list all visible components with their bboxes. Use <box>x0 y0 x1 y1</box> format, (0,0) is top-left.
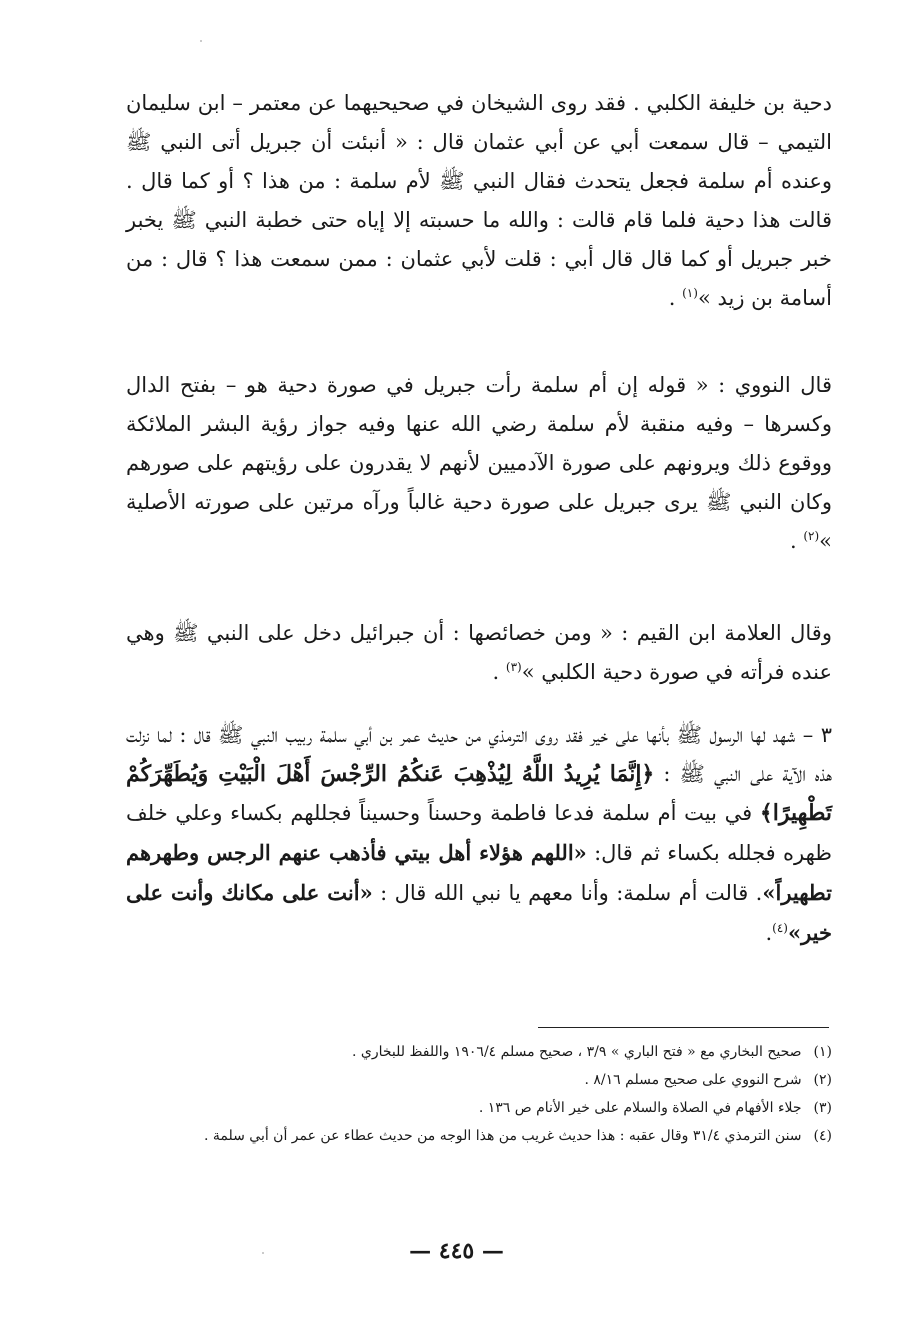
hadith-quote-1: «اللهم هؤلاء أهل بيتي فأذهب عنهم الرجس وطهرهم تطهيراً» <box>126 840 832 905</box>
footnote-divider <box>538 1027 829 1028</box>
scan-speck <box>200 40 202 42</box>
footnote-text: جلاء الأفهام في الصلاة والسلام على خير الأنام ص ١٣٦ . <box>478 1100 802 1116</box>
page-number: — ٤٤٥ — <box>409 1238 504 1264</box>
footnote-text: صحيح البخاري مع « فتح الباري » ٣/٩ ، صحيح مسلم ١٩٠٦/٤ واللفظ للبخاري . <box>351 1044 802 1060</box>
footnote-number: (١) <box>813 1044 832 1060</box>
paragraph-4 <box>126 716 832 953</box>
hadith-quote-2: «أنت على مكانك وأنت على خير» <box>126 880 832 945</box>
footnote-text: سنن الترمذي ٣١/٤ وقال عقبه : هذا حديث غريب من هذا الوجه من حديث عطاء عن عمر أن أبي سلمة . <box>203 1128 802 1144</box>
paragraph-3-end: . <box>492 660 506 684</box>
footnote-number: (٤) <box>813 1128 832 1144</box>
footnotes-section <box>140 1040 832 1152</box>
paragraph-2-text: قال النووي : « قوله إن أم سلمة رأت جبريل في صورة دحية هو – بفتح الدال وكسرها – وفيه منقبة لأم سلمة رضي الله عنها وفيه جواز رؤية البشر الملائكة ووقوع ذلك ويرونهم على صورة الآدميين لأنهم لا يقدرون على رؤيتهم على صورهم وكان النبي ﷺ يرى جبريل على صورة دحية غالباً ورآه مرتين على صورته الأصلية » <box>126 373 832 553</box>
paragraph-2-end: . <box>789 529 804 553</box>
quran-verse: ﴿إِنَّمَا يُرِيدُ اللَّهُ لِيُذْهِبَ عَنكُمُ الرِّجْسَ أَهْلَ الْبَيْتِ وَيُطَهِّرَكُمْ تَطْهِيرًا﴾ <box>126 761 832 826</box>
footnote-ref-4: (٤) <box>772 921 788 935</box>
footnote-2 <box>140 1068 832 1092</box>
footnote-ref-3: (٣) <box>505 660 522 674</box>
footnote-number: (٢) <box>813 1072 832 1088</box>
paragraph-3-text: وقال العلامة ابن القيم : « ومن خصائصها : أن جبرائيل دخل على النبي ﷺ وهي عنده فرأته في صورة دحية الكلبي » <box>126 621 832 684</box>
footnote-ref-1: (١) <box>682 286 698 300</box>
paragraph-4-text-a: ٣ – شهد لها الرسول ﷺ بأنها على خير فقد روى الترمذي من حديث عمر بن أبي سلمة ربيب النبي ﷺ قال : لما نزلت هذه الآية على النبي ﷺ : <box>126 723 832 786</box>
paragraph-1-end: . <box>668 286 683 310</box>
footnote-1 <box>140 1040 832 1064</box>
footnote-number: (٣) <box>813 1100 832 1116</box>
paragraph-4-text-c: . قالت أم سلمة: وأنا معهم يا نبي الله قال : <box>372 881 763 905</box>
paragraph-1-text: دحية بن خليفة الكلبي . فقد روى الشيخان في صحيحيهما عن معتمر – ابن سليمان التيمي – قال سمعت أبي عن أبي عثمان قال : « أنبئت أن جبريل أتى النبي ﷺ وعنده أم سلمة فجعل يتحدث فقال النبي ﷺ لأم سلمة : من هذا ؟ أو كما قال . قالت هذا دحية فلما قام قالت : والله ما حسبته إلا إياه حتى خطبة النبي ﷺ يخبر خبر جبريل أو كما قال قال أبي : قلت لأبي عثمان : ممن سمعت هذا ؟ قال : من أسامة بن زيد » <box>126 91 832 310</box>
paragraph-2 <box>126 366 832 561</box>
footnote-ref-2: (٢) <box>803 529 820 543</box>
footnote-text: شرح النووي على صحيح مسلم ٨/١٦ . <box>584 1072 802 1088</box>
paragraph-4-end: . <box>765 921 773 945</box>
footnote-4 <box>140 1124 832 1148</box>
footnote-3 <box>140 1096 832 1120</box>
paragraph-4-text-b: في بيت أم سلمة فدعا فاطمة وحسناً وحسيناً فجللهم بكساء وعلي خلف ظهره فجلله بكساء ثم قال: <box>126 801 832 865</box>
paragraph-1 <box>126 84 832 318</box>
paragraph-3 <box>126 614 832 692</box>
